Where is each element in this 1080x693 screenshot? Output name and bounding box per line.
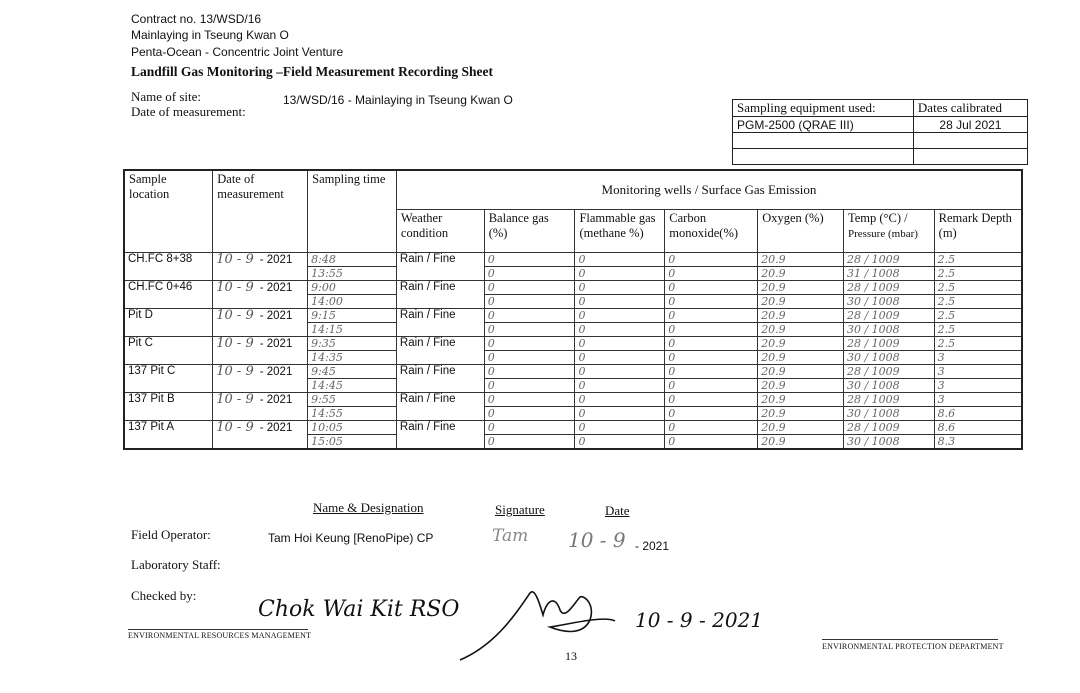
equipment-blank	[733, 133, 914, 149]
temp-pressure-value: 28 / 1009	[843, 393, 934, 407]
measurement-date	[213, 393, 308, 421]
measurement-date-hand: 10 - 9	[216, 364, 254, 379]
flammable-gas-value: 0	[575, 337, 665, 351]
remark-depth-value: 2.5	[934, 337, 1022, 351]
flammable-gas-value: 0	[575, 309, 665, 323]
balance-gas-value: 0	[484, 337, 575, 351]
measurement-date-year: - 2021	[259, 366, 293, 378]
sampling-time-pm: 14:15	[308, 323, 397, 337]
oxygen-value: 20.9	[758, 407, 844, 421]
balance-gas-value: 0	[484, 253, 575, 267]
carbon-monoxide-value: 0	[665, 295, 758, 309]
weather-condition: Rain / Fine	[396, 253, 484, 281]
temp-pressure-value: 28 / 1009	[843, 421, 934, 435]
remark-depth-value: 2.5	[934, 267, 1022, 281]
remark-depth-value: 2.5	[934, 323, 1022, 337]
monitoring-rows	[124, 253, 1022, 450]
table-row	[124, 253, 1022, 267]
temp-pressure-value: 30 / 1008	[843, 295, 934, 309]
col-signature: Signature	[495, 502, 545, 517]
carbon-monoxide-value: 0	[665, 435, 758, 450]
balance-gas-value: 0	[484, 407, 575, 421]
checked-by-label: Checked by:	[131, 588, 197, 603]
remark-depth-value: 2.5	[934, 281, 1022, 295]
carbon-monoxide-value: 0	[665, 281, 758, 295]
weather-condition: Rain / Fine	[396, 309, 484, 337]
temp-pressure-value: 30 / 1008	[843, 407, 934, 421]
oxygen-value: 20.9	[758, 379, 844, 393]
header-weather: Weather condition	[396, 210, 484, 253]
carbon-monoxide-value: 0	[665, 337, 758, 351]
measurement-date-year: - 2021	[259, 338, 293, 350]
measurement-date-year: - 2021	[259, 422, 293, 434]
balance-gas-value: 0	[484, 309, 575, 323]
measurement-date-hand: 10 - 9	[216, 308, 254, 323]
measurement-date-label: Date of measurement:	[131, 104, 246, 119]
sample-location: 137 Pit B	[124, 393, 213, 421]
sample-location: 137 Pit A	[124, 421, 213, 450]
measurement-date	[213, 253, 308, 281]
oxygen-value: 20.9	[758, 365, 844, 379]
remark-depth-value: 2.5	[934, 253, 1022, 267]
balance-gas-value: 0	[484, 393, 575, 407]
sampling-time-am: 9:15	[308, 309, 397, 323]
balance-gas-value: 0	[484, 295, 575, 309]
equipment-table	[732, 99, 1028, 165]
header-temp: Temp (°C) /	[847, 211, 908, 225]
header-balance-gas: Balance gas (%)	[484, 210, 575, 253]
header-sample-location: Sample location	[124, 170, 213, 253]
balance-gas-value: 0	[484, 323, 575, 337]
footer-right: ENVIRONMENTAL PROTECTION DEPARTMENT	[822, 642, 1004, 651]
project-name: Mainlaying in Tseung Kwan O	[131, 28, 289, 42]
calibrated-header: Dates calibrated	[913, 100, 1027, 117]
flammable-gas-value: 0	[575, 379, 665, 393]
sampling-time-pm: 14:35	[308, 351, 397, 365]
temp-pressure-value: 28 / 1009	[843, 365, 934, 379]
balance-gas-value: 0	[484, 351, 575, 365]
measurement-date-hand: 10 - 9	[216, 336, 254, 351]
calibrated-blank	[913, 133, 1027, 149]
measurement-date	[213, 337, 308, 365]
checked-by-signature	[455, 585, 625, 665]
checked-by-date-hand: 10 - 9 - 2021	[635, 608, 764, 632]
weather-condition: Rain / Fine	[396, 393, 484, 421]
page-number: 13	[565, 649, 577, 663]
flammable-gas-value: 0	[575, 393, 665, 407]
sampling-time-am: 10:05	[308, 421, 397, 435]
measurement-date	[213, 365, 308, 393]
sampling-time-pm: 15:05	[308, 435, 397, 450]
remark-depth-value: 3	[934, 365, 1022, 379]
oxygen-value: 20.9	[758, 281, 844, 295]
field-operator-date-hand: 10 - 9	[568, 528, 626, 552]
site-name-label: Name of site:	[131, 89, 202, 104]
sampling-time-am: 9:45	[308, 365, 397, 379]
sampling-time-pm: 13:55	[308, 267, 397, 281]
header-pressure: Pressure (mbar)	[847, 228, 918, 240]
carbon-monoxide-value: 0	[665, 351, 758, 365]
balance-gas-value: 0	[484, 281, 575, 295]
temp-pressure-value: 28 / 1009	[843, 337, 934, 351]
measurement-date-hand: 10 - 9	[216, 392, 254, 407]
balance-gas-value: 0	[484, 421, 575, 435]
monitoring-table	[123, 169, 1023, 450]
oxygen-value: 20.9	[758, 295, 844, 309]
sampling-time-pm: 14:45	[308, 379, 397, 393]
flammable-gas-value: 0	[575, 295, 665, 309]
sample-location: CH.FC 8+38	[124, 253, 213, 281]
flammable-gas-value: 0	[575, 351, 665, 365]
oxygen-value: 20.9	[758, 337, 844, 351]
measurement-date-year: - 2021	[259, 254, 293, 266]
header-monitoring-group: Monitoring wells / Surface Gas Emission	[396, 170, 1022, 210]
measurement-date	[213, 421, 308, 450]
site-name-value: 13/WSD/16 - Mainlaying in Tseung Kwan O	[283, 93, 513, 107]
sampling-time-am: 8:48	[308, 253, 397, 267]
weather-condition: Rain / Fine	[396, 421, 484, 450]
measurement-date-year: - 2021	[259, 394, 293, 406]
header-date-of-measurement: Date of measurement	[213, 170, 308, 253]
remark-depth-value: 3	[934, 393, 1022, 407]
sample-location: Pit D	[124, 309, 213, 337]
weather-condition: Rain / Fine	[396, 337, 484, 365]
equipment-header: Sampling equipment used:	[733, 100, 914, 117]
carbon-monoxide-value: 0	[665, 253, 758, 267]
flammable-gas-value: 0	[575, 407, 665, 421]
temp-pressure-value: 28 / 1009	[843, 253, 934, 267]
balance-gas-value: 0	[484, 267, 575, 281]
measurement-date-year: - 2021	[259, 310, 293, 322]
measurement-date-year: - 2021	[259, 282, 293, 294]
remark-depth-value: 3	[934, 379, 1022, 393]
checked-by-name-hand: Chok Wai Kit RSO	[258, 597, 460, 622]
temp-pressure-value: 30 / 1008	[843, 351, 934, 365]
col-date: Date	[605, 503, 630, 518]
remark-depth-value: 2.5	[934, 309, 1022, 323]
measurement-date-hand: 10 - 9	[216, 252, 254, 267]
flammable-gas-value: 0	[575, 435, 665, 450]
table-row	[124, 365, 1022, 379]
table-row	[124, 309, 1022, 323]
header-flammable-gas: Flammable gas (methane %)	[575, 210, 665, 253]
oxygen-value: 20.9	[758, 393, 844, 407]
remark-depth-value: 3	[934, 351, 1022, 365]
contract-no: Contract no. 13/WSD/16	[131, 12, 262, 26]
oxygen-value: 20.9	[758, 253, 844, 267]
flammable-gas-value: 0	[575, 281, 665, 295]
sample-location: 137 Pit C	[124, 365, 213, 393]
equipment-blank	[733, 149, 914, 165]
table-row	[124, 281, 1022, 295]
calibrated-date: 28 Jul 2021	[913, 117, 1027, 133]
header-sampling-time: Sampling time	[308, 170, 397, 253]
footer-left: ENVIRONMENTAL RESOURCES MANAGEMENT	[128, 631, 312, 640]
weather-condition: Rain / Fine	[396, 365, 484, 393]
carbon-monoxide-value: 0	[665, 379, 758, 393]
balance-gas-value: 0	[484, 379, 575, 393]
table-row	[124, 421, 1022, 435]
sampling-time-pm: 14:00	[308, 295, 397, 309]
flammable-gas-value: 0	[575, 253, 665, 267]
carbon-monoxide-value: 0	[665, 267, 758, 281]
field-operator-signature: Tam	[492, 526, 529, 546]
header-remark-depth: Remark Depth (m)	[934, 210, 1022, 253]
flammable-gas-value: 0	[575, 267, 665, 281]
sample-location: CH.FC 0+46	[124, 281, 213, 309]
sampling-time-am: 9:00	[308, 281, 397, 295]
oxygen-value: 20.9	[758, 435, 844, 450]
temp-pressure-value: 28 / 1009	[843, 309, 934, 323]
oxygen-value: 20.9	[758, 323, 844, 337]
balance-gas-value: 0	[484, 435, 575, 450]
oxygen-value: 20.9	[758, 351, 844, 365]
contractor-name: Penta-Ocean - Concentric Joint Venture	[131, 45, 344, 59]
carbon-monoxide-value: 0	[665, 393, 758, 407]
oxygen-value: 20.9	[758, 309, 844, 323]
remark-depth-value: 2.5	[934, 295, 1022, 309]
footer-right-rule	[822, 639, 998, 640]
temp-pressure-value: 28 / 1009	[843, 281, 934, 295]
measurement-date	[213, 309, 308, 337]
measurement-date	[213, 281, 308, 309]
carbon-monoxide-value: 0	[665, 309, 758, 323]
footer-left-rule	[128, 629, 308, 630]
equipment-item: PGM-2500 (QRAE III)	[733, 117, 914, 133]
sampling-time-am: 9:35	[308, 337, 397, 351]
col-name-designation: Name & Designation	[313, 500, 424, 515]
temp-pressure-value: 30 / 1008	[843, 379, 934, 393]
sampling-time-pm: 14:55	[308, 407, 397, 421]
oxygen-value: 20.9	[758, 421, 844, 435]
sheet-title: Landfill Gas Monitoring –Field Measurement Recording Sheet	[131, 64, 493, 79]
carbon-monoxide-value: 0	[665, 421, 758, 435]
field-operator-name: Tam Hoi Keung [RenoPipe) CP	[268, 531, 434, 545]
remark-depth-value: 8.6	[934, 407, 1022, 421]
weather-condition: Rain / Fine	[396, 281, 484, 309]
temp-pressure-value: 30 / 1008	[843, 435, 934, 450]
balance-gas-value: 0	[484, 365, 575, 379]
lab-staff-label: Laboratory Staff:	[131, 557, 221, 572]
oxygen-value: 20.9	[758, 267, 844, 281]
carbon-monoxide-value: 0	[665, 407, 758, 421]
remark-depth-value: 8.3	[934, 435, 1022, 450]
carbon-monoxide-value: 0	[665, 365, 758, 379]
flammable-gas-value: 0	[575, 421, 665, 435]
sampling-time-am: 9:55	[308, 393, 397, 407]
table-row	[124, 337, 1022, 351]
field-operator-date-year: - 2021	[635, 539, 670, 553]
measurement-date-hand: 10 - 9	[216, 420, 254, 435]
temp-pressure-value: 31 / 1008	[843, 267, 934, 281]
temp-pressure-value: 30 / 1008	[843, 323, 934, 337]
remark-depth-value: 8.6	[934, 421, 1022, 435]
calibrated-blank	[913, 149, 1027, 165]
flammable-gas-value: 0	[575, 323, 665, 337]
header-temp-pressure	[843, 210, 934, 253]
carbon-monoxide-value: 0	[665, 323, 758, 337]
sample-location: Pit C	[124, 337, 213, 365]
header-carbon-monoxide: Carbon monoxide(%)	[665, 210, 758, 253]
flammable-gas-value: 0	[575, 365, 665, 379]
measurement-date-hand: 10 - 9	[216, 280, 254, 295]
header-oxygen: Oxygen (%)	[758, 210, 844, 253]
table-row	[124, 393, 1022, 407]
field-operator-label: Field Operator:	[131, 527, 211, 542]
